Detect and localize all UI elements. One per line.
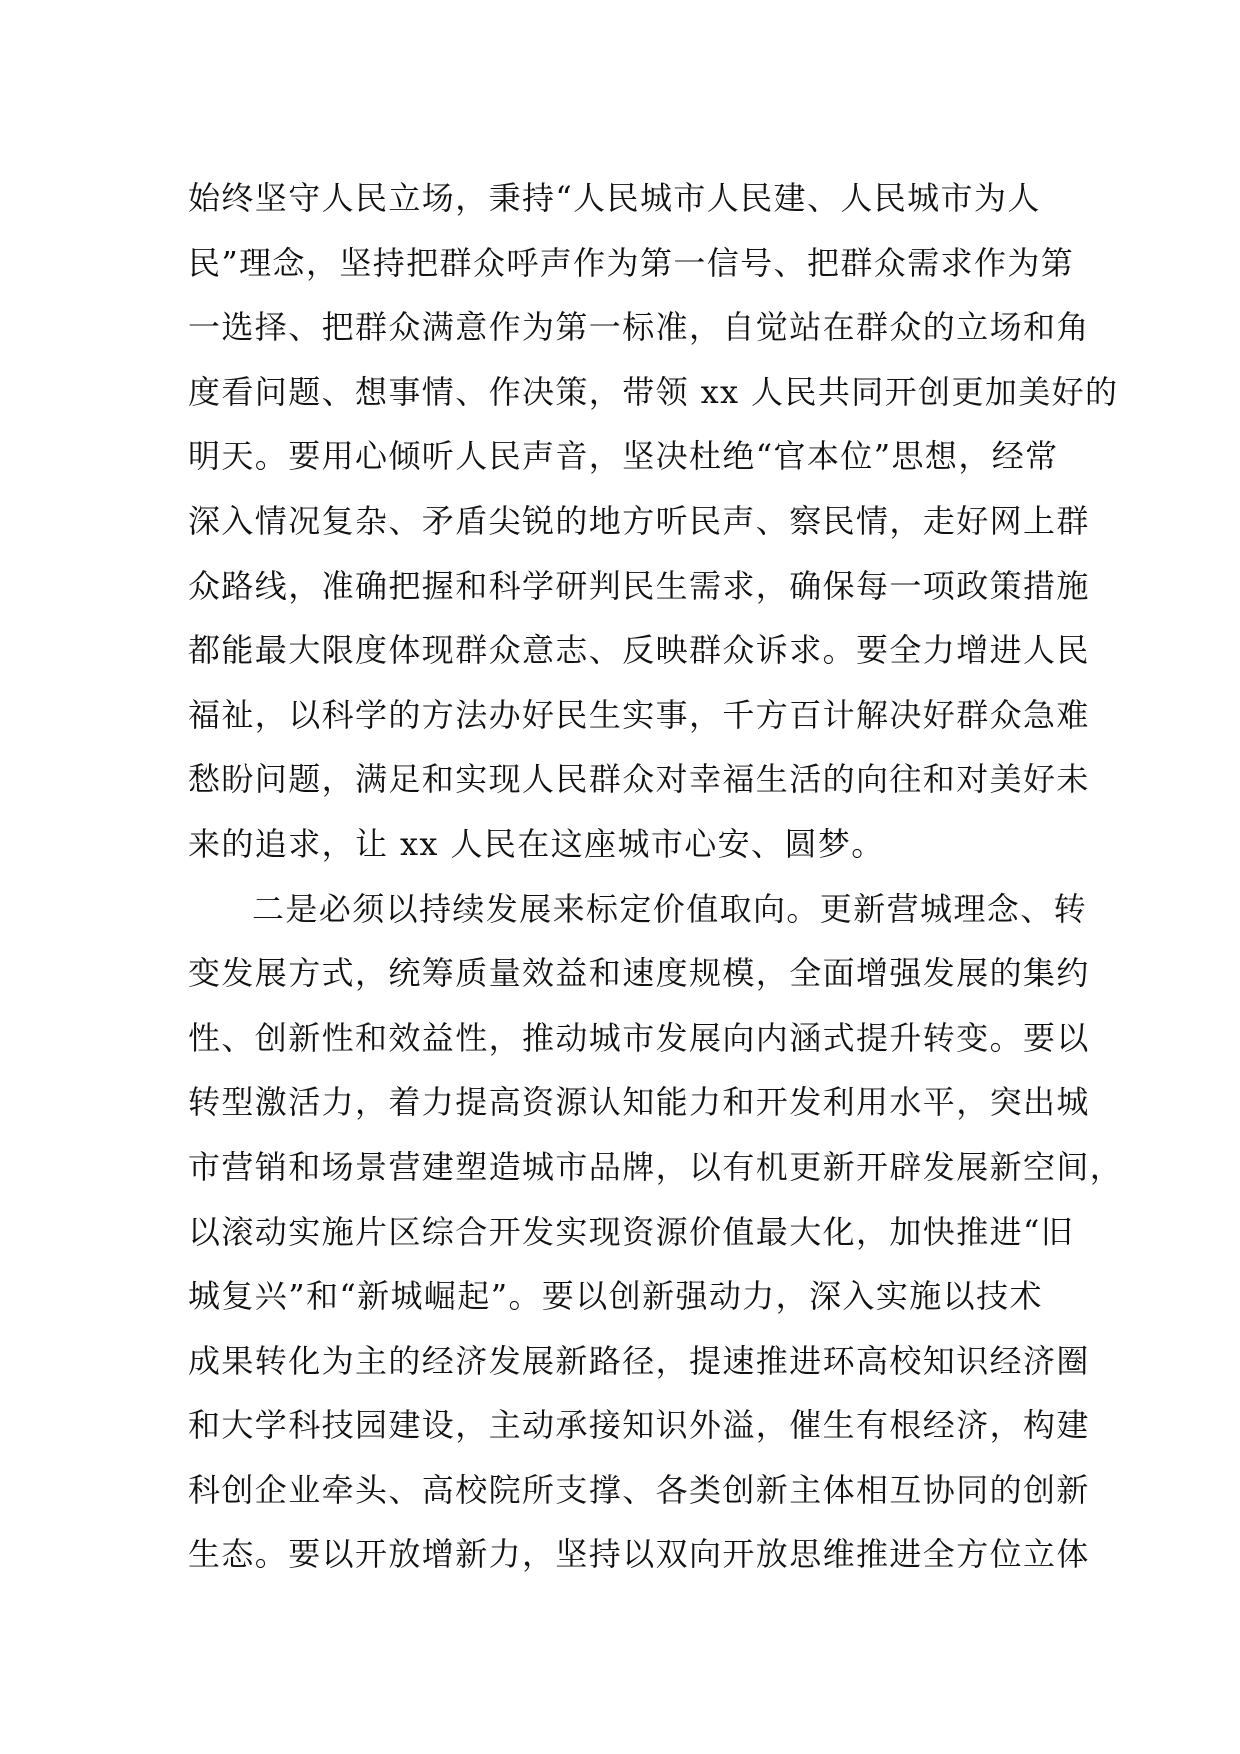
text-line: 性、创新性和效益性，推动城市发展向内涵式提升转变。要以 (188, 1018, 1090, 1057)
text-line: 以滚动实施片区综合开发实现资源价值最大化，加快推进“旧 (188, 1212, 1075, 1251)
text-line: 民”理念，坚持把群众呼声作为第一信号、把群众需求作为第 (188, 243, 1075, 282)
text-line: 明天。要用心倾听人民声音，坚决杜绝“官本位”思想，经常 (188, 437, 1059, 476)
text-line: 市营销和场景营建塑造城市品牌，以有机更新开辟发展新空间， (188, 1147, 1124, 1186)
text-line: 来的追求，让 xx 人民在这座城市心安、圆梦。 (188, 824, 885, 863)
text-line: 转型激活力，着力提高资源认知能力和开发利用水平，突出城 (188, 1083, 1090, 1122)
text-line: 度看问题、想事情、作决策，带领 xx 人民共同开创更加美好的 (188, 372, 1119, 411)
text-line: 生态。要以开放增新力，坚持以双向开放思维推进全方位立体 (188, 1535, 1090, 1574)
text-line: 科创企业牵头、高校院所支撑、各类创新主体相互协同的创新 (188, 1470, 1090, 1509)
text-line: 众路线，准确把握和科学研判民生需求，确保每一项政策措施 (188, 566, 1090, 605)
text-line: 变发展方式，统筹质量效益和速度规模，全面增强发展的集约 (188, 954, 1090, 993)
text-line: 始终坚守人民立场，秉持“人民城市人民建、人民城市为人 (188, 179, 1041, 217)
text-line: 深入情况复杂、矛盾尖锐的地方听民声、察民情，走好网上群 (188, 501, 1090, 540)
text-line: 愁盼问题，满足和实现人民群众对幸福生活的向往和对美好未 (188, 760, 1090, 799)
text-line: 一选择、把群众满意作为第一标准，自觉站在群众的立场和角 (188, 308, 1090, 347)
text-line: 福祉，以科学的方法办好民生实事，千方百计解决好群众急难 (188, 695, 1090, 734)
text-line: 都能最大限度体现群众意志、反映群众诉求。要全力增进人民 (188, 631, 1090, 670)
text-line: 成果转化为主的经济发展新路径，提速推进环高校知识经济圈 (188, 1341, 1090, 1380)
text-line: 和大学科技园建设，主动承接知识外溢，催生有根经济，构建 (188, 1406, 1090, 1445)
text-line: 城复兴”和“新城崛起”。要以创新强动力，深入实施以技术 (188, 1277, 1043, 1316)
paragraph-start-line: 二是必须以持续发展来标定价值取向。更新营城理念、转 (252, 889, 1088, 928)
body-text (188, 166, 1124, 1587)
